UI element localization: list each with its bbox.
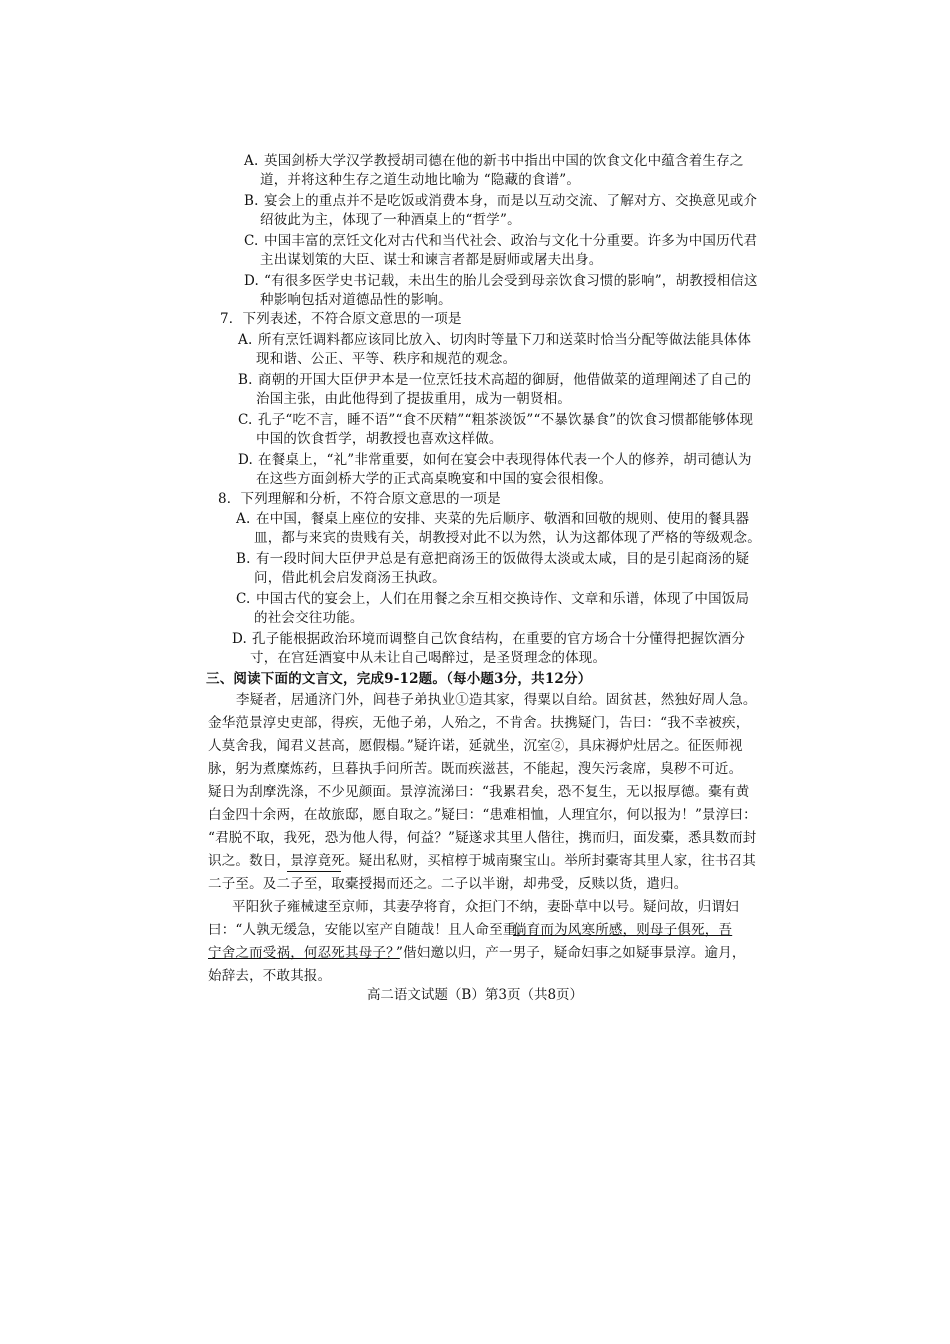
q6-option-b-line1: 宴会上的重点并不是吃饭或消费本身，而是以互动交流、了解对方、交换意见或介 (264, 193, 758, 209)
q7-option-a-line1: 所有烹饪调料都应该同比放入、切肉时等量下刀和送菜时恰当分配等做法能具体体 (258, 332, 752, 348)
para1-line9: 二子至。及二子至，取橐授揭而还之。二子以半谢，却弗受，反赎以货，遣归。 (208, 876, 688, 892)
page-footer: 高二语文试题（B）第3页（共8页） (366, 987, 584, 1003)
underline-mark-1 (287, 871, 341, 872)
q6-option-a-line1: 英国剑桥大学汉学教授胡司德在他的新书中指出中国的饮食文化中蕴含着生存之 (264, 153, 744, 169)
q7-option-c-label: C. (238, 412, 253, 428)
q8-stem: 8．下列理解和分析，不符合原文意思的一项是 (218, 491, 501, 507)
q6-option-d-label: D. (244, 273, 260, 289)
q6-option-c-label: C. (244, 233, 259, 249)
q7-option-d-line1: 在餐桌上，“礼”非常重要，如何在宴会中表现得体代表一个人的修养，胡司德认为 (258, 452, 752, 468)
q7-option-b-line2: 治国主张，由此他得到了提拔重用，成为一朝贤相。 (256, 391, 572, 407)
para2-underlined-1: 倘育而为风寒所感，则母子俱死，吾 (513, 922, 733, 938)
q7-stem: 7．下列表述，不符合原文意思的一项是 (220, 311, 462, 327)
q6-option-d-line1: “有很多医学史书记载，未出生的胎儿会受到母亲饮食习惯的影响”，胡教授相信这 (264, 273, 758, 289)
q6-option-a-line2: 道，并将这种生存之道生动地比喻为 “隐藏的食谱”。 (260, 172, 581, 188)
para2-line3-tail: ”偕妇邀以归，产一男子，疑命妇事之如疑事景淳。逾月， (396, 945, 746, 961)
para2-line4: 始辞去，不敢其报。 (208, 968, 332, 984)
q8-option-c-line2: 的社会交往功能。 (254, 610, 364, 626)
para1-line5: 疑日为刮摩洗涤，不少见颜面。景淳流涕曰：“我累君矣，恐不复生，无以报厚德。橐有黄 (208, 784, 750, 800)
q8-option-c-label: C. (236, 591, 251, 607)
q8-option-b-line1: 有一段时间大臣伊尹总是有意把商汤王的饭做得太淡或太咸，目的是引起商汤的疑 (256, 551, 750, 567)
section3-heading: 三、阅读下面的文言文，完成9-12题。（每小题3分，共12分） (206, 671, 592, 687)
para2-line2-start: 曰：“人孰无缓急，安能以室产自随哉！且人命至重， (208, 922, 531, 938)
q8-option-b-line2: 问，借此机会启发商汤王执政。 (254, 570, 446, 586)
q8-option-d-line1: 孔子能根据政治环境而调整自己饮食结构，在重要的官方场合十分懂得把握饮酒分 (252, 631, 746, 647)
para2-line1: 平阳狄子雍械逮至京师，其妻孕将育，众拒门不纳，妻卧草中以号。疑问故，归谓妇 (232, 899, 739, 915)
para1-line1: 李疑者，居通济门外，闾巷子弟执业①造其家，得粟以自给。固贫甚，然独好周人急。 (236, 692, 757, 708)
q6-option-b-label: B. (244, 193, 259, 209)
q7-option-c-line2: 中国的饮食哲学，胡教授也喜欢这样做。 (256, 431, 503, 447)
q6-option-a-label: A. (244, 153, 259, 169)
q6-option-c-line2: 主出谋划策的大臣、谋士和谏言者都是厨师或屠夫出身。 (260, 252, 603, 268)
q6-option-c-line1: 中国丰富的烹饪文化对古代和当代社会、政治与文化十分重要。许多为中国历代君 (264, 233, 758, 249)
para1-line7: “君脱不取，我死，恐为他人得，何益？”疑遂求其里人偕往，携而归，面发橐，悉具数而封 (208, 830, 757, 846)
para1-line2: 金华范景淳史吏部，得疾，无他子弟，人殆之，不肯舍。扶携疑门，告曰：“我不幸被疾， (208, 715, 750, 731)
para1-line4: 脉，躬为煮糜炼药，旦暮执手问所苦。既而疾滋甚，不能起，溲矢污衾席，臭秽不可近。 (208, 761, 743, 777)
q7-option-b-line1: 商朝的开国大臣伊尹本是一位烹饪技术高超的御厨，他借做菜的道理阐述了自己的 (258, 372, 752, 388)
q7-option-d-line2: 在这些方面剑桥大学的正式高桌晚宴和中国的宴会很相像。 (256, 471, 613, 487)
q7-option-d-label: D. (238, 452, 254, 468)
para1-line6: 白金四十余两，在故旅邸，愿自取之。”疑曰：“患难相恤，人理宜尔，何以报为！”景淳曰： (208, 807, 757, 823)
q7-option-a-label: A. (238, 332, 253, 348)
q8-option-d-line2: 寸，在宫廷酒宴中从未让自己喝醉过，是圣贤理念的体现。 (250, 650, 607, 666)
q8-option-a-label: A. (236, 511, 251, 527)
q6-option-b-line2: 绍彼此为主，体现了一种酒桌上的“哲学”。 (260, 212, 521, 228)
q8-option-a-line1: 在中国，餐桌上座位的安排、夹菜的先后顺序、敬酒和回敬的规则、使用的餐具器 (256, 511, 750, 527)
para2-underlined-2: 宁舍之而受祸，何忍死其母子？ (208, 945, 400, 961)
q8-option-a-line2: 皿，都与来宾的贵贱有关，胡教授对此不以为然，认为这都体现了严格的等级观念。 (254, 530, 761, 546)
para1-line3: 人莫舍我，闻君义甚高，愿假榻。”疑许诺，延就坐，沉室②，具床褥炉灶居之。征医师视 (208, 738, 743, 754)
q7-option-b-label: B. (238, 372, 253, 388)
q6-option-d-line2: 种影响包括对道德品性的影响。 (260, 292, 452, 308)
q7-option-a-line2: 现和谐、公正、平等、秩序和规范的观念。 (256, 351, 517, 367)
para1-line8: 识之。数日，景淳竟死。疑出私财，买棺椁于城南聚宝山。举所封橐寄其里人家，往书召其 (208, 853, 756, 869)
q7-option-c-line1: 孔子“吃不言，睡不语”“食不厌精”“粗茶淡饭”“不暴饮暴食”的饮食习惯都能够体现 (258, 412, 754, 428)
q8-option-c-line1: 中国古代的宴会上，人们在用餐之余互相交换诗作、文章和乐谱，体现了中国饭局 (256, 591, 750, 607)
q8-option-b-label: B. (236, 551, 251, 567)
q8-option-d-label: D. (232, 631, 248, 647)
